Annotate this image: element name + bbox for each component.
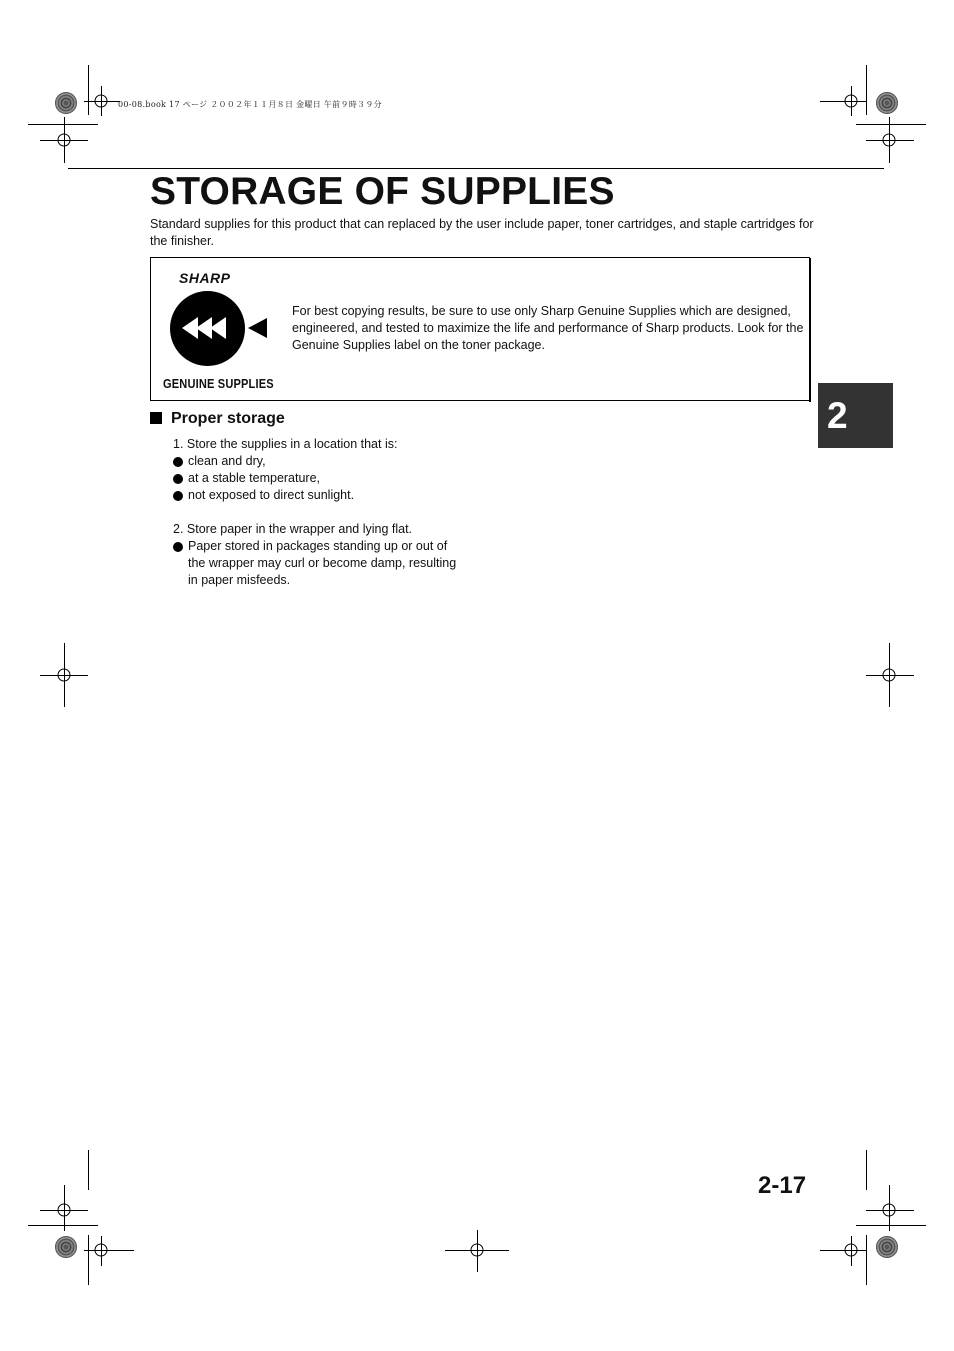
bullet-icon (173, 542, 183, 552)
chapter-number: 2 (827, 395, 848, 436)
intro-paragraph: Standard supplies for this product that can replaced by the user include paper, toner cartridges, and staple cartridges for the finisher. (150, 217, 814, 248)
bullet-continuation: the wrapper may curl or become damp, resulting (188, 556, 457, 570)
page-number: 2-17 (758, 1172, 807, 1199)
bullet-icon (173, 474, 183, 484)
genuine-supplies-seal-icon (170, 291, 245, 366)
genuine-supplies-caption: GENUINE SUPPLIES (163, 376, 274, 391)
pointer-arrow-icon (248, 318, 267, 338)
sharp-logo: SHARP (179, 270, 231, 286)
list-item-2: 2. Store paper in the wrapper and lying flat. (173, 522, 413, 536)
chapter-tab (818, 383, 893, 448)
list-item-1: 1. Store the supplies in a location that is: (173, 437, 398, 451)
genuine-supplies-box (150, 257, 810, 401)
top-rule (68, 168, 884, 169)
genuine-supplies-text: For best copying results, be sure to use only Sharp Genuine Supplies which are designed, engineered, and tested to maximize the life and performance of Sharp products. Look for the Genuine Supplies label on the toner package. (292, 304, 804, 352)
bullet-icon (173, 491, 183, 501)
bullet-icon (173, 457, 183, 467)
bullet-continuation: in paper misfeeds. (188, 573, 291, 587)
square-bullet-icon (150, 412, 162, 424)
running-head: 00-08.book 17 ページ ２００２年１１月８日 金曜日 午前９時３９分 (118, 100, 382, 109)
section-heading-text: Proper storage (171, 410, 285, 427)
page-title: STORAGE OF SUPPLIES (150, 170, 615, 213)
section-heading (150, 410, 285, 428)
